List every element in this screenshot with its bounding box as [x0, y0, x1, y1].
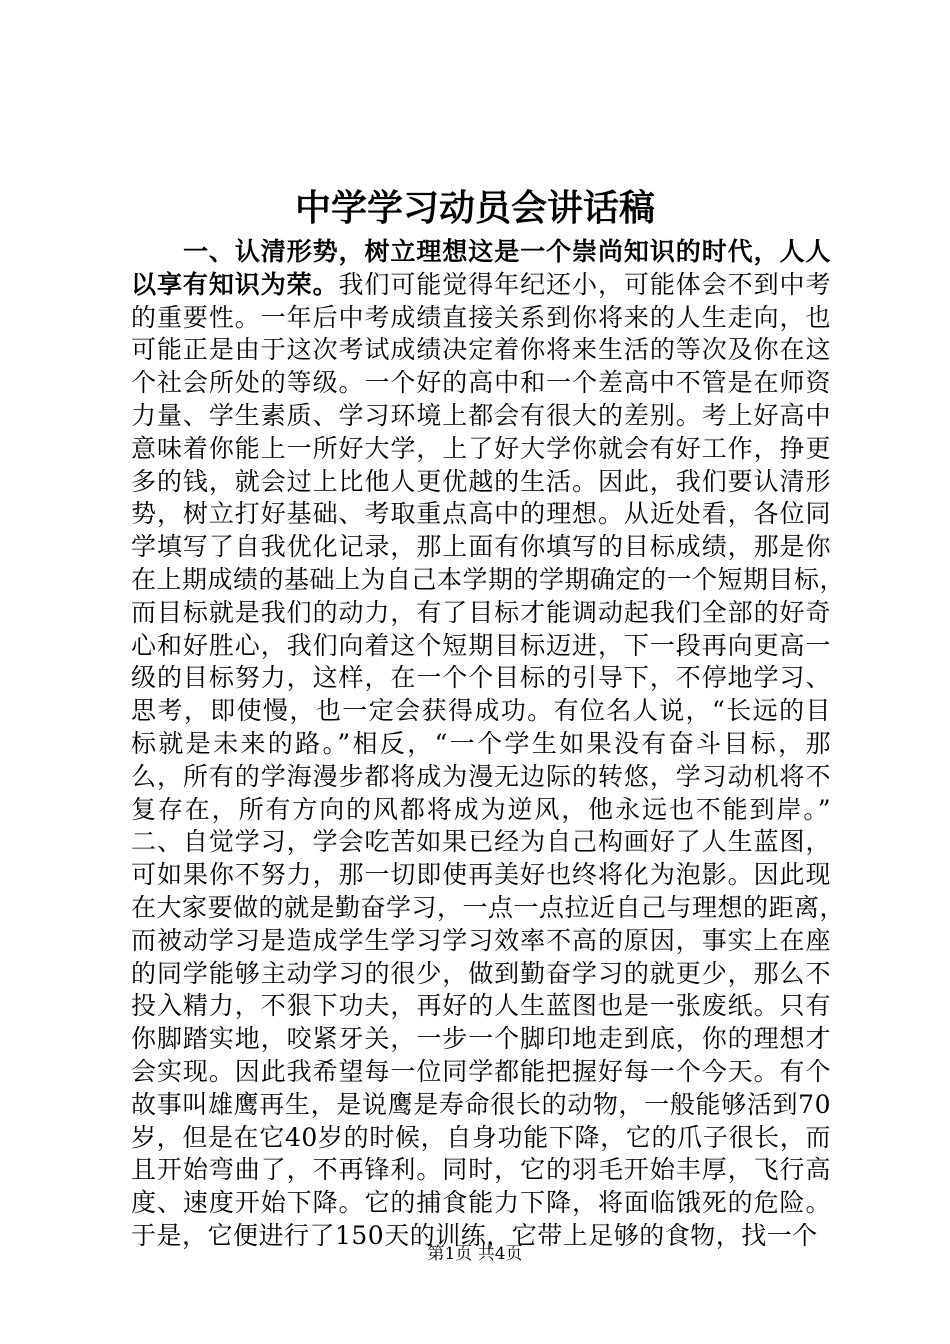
- body-text: 投入精力，不狠下功夫，再好的人生蓝图也是一张废纸。只有: [131, 991, 831, 1021]
- text-line: [131, 564, 846, 597]
- body-text: 岁，但是在它40岁的时候，自身功能下降，它的爪子很长，而: [131, 1122, 831, 1152]
- body-text: 可如果你不努力，那一切即使再美好也终将化为泡影。因此现: [131, 860, 831, 890]
- text-line: [131, 531, 831, 564]
- text-line: [131, 466, 831, 499]
- text-line: [131, 1122, 831, 1155]
- document-title: 中学学习动员会讲话稿: [294, 187, 655, 229]
- text-line: [131, 1056, 831, 1089]
- body-text: 意味着你能上一所好大学，上了好大学你就会有好工作，挣更: [131, 433, 831, 463]
- text-line: [131, 334, 831, 367]
- text-line: [131, 302, 831, 335]
- text-line: [131, 728, 831, 761]
- body-text: 可能正是由于这次考试成绩决定着你将来生活的等次及你在这: [131, 335, 831, 365]
- body-text: 二、自觉学习，学会吃苦如果已经为自己构画好了人生蓝图，: [131, 827, 831, 857]
- text-line: [131, 1154, 831, 1187]
- text-line: [131, 662, 831, 695]
- body-text: 势，树立打好基础、考取重点高中的理想。从近处看，各位同: [131, 499, 831, 529]
- page-footer: 第1页 共4页: [427, 1244, 523, 1264]
- body-text: 且开始弯曲了，不再锋利。同时，它的羽毛开始丰厚，飞行高: [131, 1155, 831, 1185]
- body-text: 复存在，所有方向的风都将成为逆风，他永远也不能到岸。”: [131, 794, 831, 824]
- text-line: [131, 990, 831, 1023]
- text-line: [131, 1089, 831, 1122]
- text-line: [131, 236, 831, 269]
- text-line: [131, 1023, 831, 1056]
- body-text: 于是，它便进行了150天的训练，它带上足够的食物，找一个: [131, 1220, 818, 1250]
- body-text: 个社会所处的等级。一个好的高中和一个差高中不管是在师资: [131, 368, 831, 398]
- body-text: 我们可能觉得年纪还小，可能体会不到中考: [338, 269, 831, 299]
- body-text: 多的钱，就会过上比他人更优越的生活。因此，我们要认清形: [131, 466, 831, 496]
- body-text: 而目标就是我们的动力，有了目标才能调动起我们全部的好奇: [131, 597, 831, 627]
- text-line: [131, 925, 831, 958]
- body-text: 在大家要做的就是勤奋学习，一点一点拉近自己与理想的距离，: [131, 892, 846, 922]
- body-text: 学填写了自我优化记录，那上面有你填写的目标成绩，那是你: [131, 532, 831, 562]
- body-text: 心和好胜心，我们向着这个短期目标迈进，下一段再向更高一: [131, 630, 831, 660]
- body-text: 么，所有的学海漫步都将成为漫无边际的转悠，学习动机将不: [131, 761, 831, 791]
- body-text: 而被动学习是造成学生学习学习效率不高的原因，事实上在座: [131, 925, 831, 955]
- text-line: [131, 367, 831, 400]
- body-text: 的同学能够主动学习的很少，做到勤奋学习的就更少，那么不: [131, 958, 831, 988]
- text-line: [131, 695, 831, 728]
- text-line: [131, 433, 831, 466]
- text-line: [131, 269, 831, 302]
- body-text: 故事叫雄鹰再生，是说鹰是寿命很长的动物，一般能够活到70: [131, 1089, 831, 1119]
- bold-heading-text: 一、认清形势，树立理想这是一个崇尚知识的时代，人人: [183, 237, 831, 266]
- text-line: [131, 498, 831, 531]
- bold-heading-text: 以享有知识为荣。: [131, 269, 339, 299]
- body-text: 在上期成绩的基础上为自己本学期的学期确定的一个短期目标，: [131, 564, 846, 594]
- text-line: [131, 892, 846, 925]
- body-text: 级的目标努力，这样，在一个个目标的引导下，不停地学习、: [131, 663, 831, 693]
- text-line: [131, 400, 831, 433]
- text-line: [131, 597, 831, 630]
- text-line: [131, 1187, 831, 1220]
- text-line: [131, 826, 831, 859]
- body-text: 思考，即使慢，也一定会获得成功。有位名人说，“长远的目: [131, 696, 831, 726]
- text-line: [131, 761, 831, 794]
- text-line: [131, 859, 831, 892]
- body-text: 标就是未来的路。”相反，“一个学生如果没有奋斗目标，那: [131, 728, 831, 758]
- body-text: 会实现。因此我希望每一位同学都能把握好每一个今天。有个: [131, 1056, 831, 1086]
- body-text: 你脚踏实地，咬紧牙关，一步一个脚印地走到底，你的理想才: [131, 1024, 831, 1054]
- text-line: [131, 630, 831, 663]
- body-text: 度、速度开始下降。它的捕食能力下降，将面临饿死的危险。: [131, 1188, 831, 1218]
- body-text: 力量、学生素质、学习环境上都会有很大的差别。考上好高中: [131, 400, 831, 430]
- document-body: [131, 236, 846, 1253]
- text-line: [131, 958, 831, 991]
- text-line: [131, 794, 831, 827]
- body-text: 的重要性。一年后中考成绩直接关系到你将来的人生走向，也: [131, 302, 831, 332]
